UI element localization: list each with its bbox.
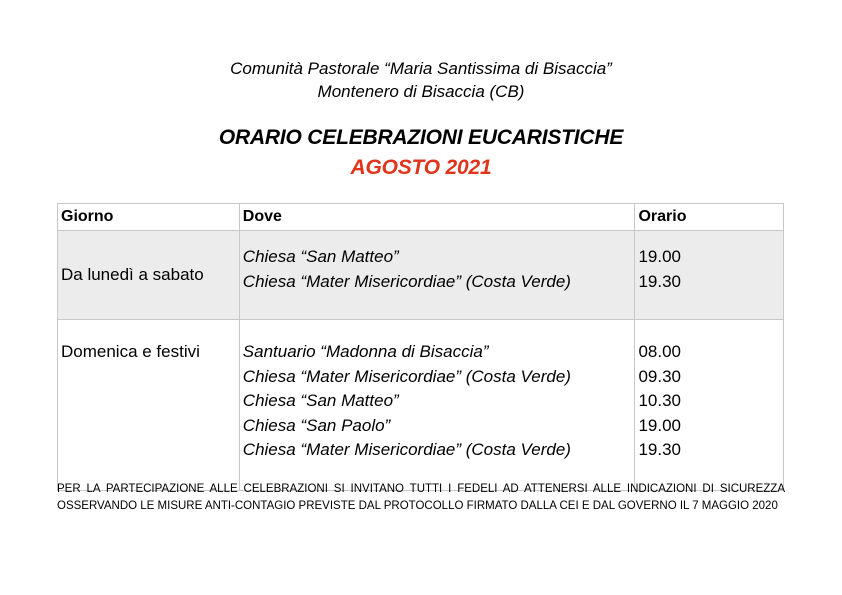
table-header-row — [58, 204, 784, 231]
day-cell — [58, 320, 240, 491]
place-entry: Chiesa “Mater Misericordiae” (Costa Verde) — [242, 440, 571, 459]
town-name: Montenero di Bisaccia (CB) — [317, 82, 525, 101]
table-row — [58, 231, 784, 320]
place-entry: Chiesa “San Matteo” — [242, 391, 399, 410]
column-header-time: Orario — [635, 204, 784, 231]
time-entry: 19.00 — [638, 415, 682, 435]
time-entry: 19.30 — [638, 271, 682, 291]
table-row — [58, 320, 784, 491]
place-entry: Chiesa “Mater Misericordiae” (Costa Verde) — [242, 366, 571, 386]
place-entry: Chiesa “Mater Misericordiae” (Costa Verde) — [242, 271, 571, 291]
time-entry: 10.30 — [638, 391, 682, 410]
time-entry: 19.30 — [638, 440, 682, 459]
places-cell — [239, 320, 635, 491]
safety-notice: PER LA PARTECIPAZIONE ALLE CELEBRAZIONI SI INVITANO TUTTI I FEDELI AD ATTENERSI ALLE INDICAZIONI DI SICUREZZA OSSERVANDO LE MISURE ANTI-CONTAGIO PREVISTE DAL PROTOCOLLO FIRMATO DALLA CEI E DAL GOVERNO IL 7 MAGGIO 2020 — [57, 483, 785, 512]
place-entry: Santuario “Madonna di Bisaccia” — [242, 342, 489, 361]
times-cell — [635, 231, 784, 320]
day-label: Domenica e festivi — [61, 342, 200, 361]
time-entry: 08.00 — [638, 342, 682, 361]
place-entry: Chiesa “San Paolo” — [242, 415, 391, 435]
places-cell — [239, 231, 635, 320]
time-entry: 19.00 — [638, 247, 682, 266]
schedule-table — [57, 203, 784, 491]
page-title: ORARIO CELEBRAZIONI EUCARISTICHE — [218, 126, 624, 149]
place-entry: Chiesa “San Matteo” — [242, 247, 399, 266]
community-name: Comunità Pastorale “Maria Santissima di Bisaccia” — [230, 59, 612, 78]
time-entry: 09.30 — [638, 366, 682, 386]
column-header-day: Giorno — [58, 204, 240, 231]
column-header-place: Dove — [239, 204, 635, 231]
day-cell: Da lunedì a sabato — [58, 231, 240, 320]
month-subtitle: AGOSTO 2021 — [350, 156, 492, 179]
times-cell — [635, 320, 784, 491]
